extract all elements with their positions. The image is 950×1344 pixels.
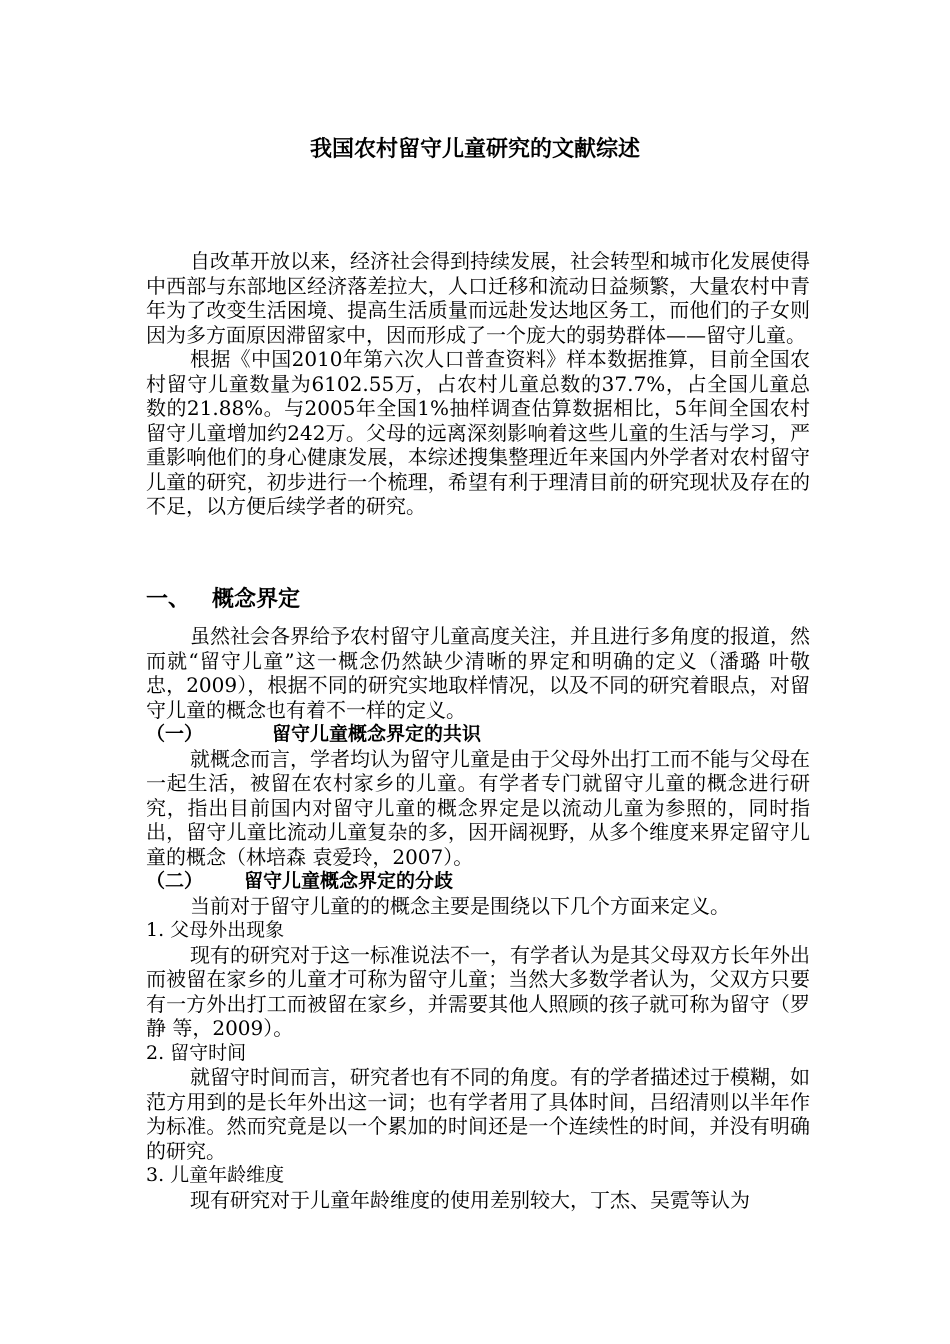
document-title: 我国农村留守儿童研究的文献综述: [309, 136, 640, 162]
subsection-paragraph-consensus: 就概念而言，学者均认为留守儿童是由于父母外出打工而不能与父母在一起生活，被留在农村家乡的儿童。有学者专门就留守儿童的概念进行研究，指出目前国内对留守儿童的概念界定是以流动儿童为参照的，同时指出，留守儿童比流动儿童复杂的多，因开阔视野，从多个维度来界定留守儿童的概念（林培森 袁爱玲，2007）。: [146, 746, 810, 869]
subsection-heading-text: 留守儿童概念界定的分歧: [244, 870, 454, 892]
section-body: [146, 624, 810, 1212]
intro-paragraph-1: 自改革开放以来，经济社会得到持续发展，社会转型和城市化发展使得中西部与东部地区经济落差拉大，人口迁移和流动日益频繁，大量农村中青年为了改变生活困境、提高生活质量而远赴发达地区务工，而他们的子女则因为多方面原因滞留家中，因而形成了一个庞大的弱势群体——留守儿童。: [146, 249, 810, 347]
section-heading-text: 概念界定: [212, 586, 301, 612]
list-item-label: 1. 父母外出现象: [146, 919, 285, 941]
subsection-heading-text: 留守儿童概念界定的共识: [272, 723, 482, 745]
list-item-text: 就留守时间而言，研究者也有不同的角度。有的学者描述过于模糊，如范方用到的是长年外出这一词；也有学者用了具体时间，吕绍清则以半年作为标准。然而究竟是以一个累加的时间还是一个连续性的时间，并没有明确的研究。: [146, 1065, 810, 1163]
list-item-text: 现有的研究对于这一标准说法不一，有学者认为是其父母双方长年外出而被留在家乡的儿童才可称为留守儿童；当然大多数学者认为，父双方只要有一方外出打工而被留在家乡，并需要其他人照顾的孩子就可称为留守（罗静 等，2009）。: [146, 942, 810, 1040]
intro-section: [146, 249, 810, 519]
section-heading: [146, 584, 810, 614]
list-item-label: 3. 儿童年龄维度: [146, 1164, 285, 1186]
list-item-text: 现有研究对于儿童年龄维度的使用差别较大，丁杰、吴霓等认为: [190, 1187, 750, 1212]
intro-paragraph-2: 根据《中国2010年第六次人口普查资料》样本数据推算，目前全国农村留守儿童数量为6102.55万，占农村儿童总数的37.7%，占全国儿童总数的21.88%。与2005年全国1%抽样调查估算数据相比，5年间全国农村留守儿童增加约242万。父母的远离深刻影响着这些儿童的生活与学习，严重影响他们的身心健康发展，本综述搜集整理近年来国内外学者对农村留守儿童的研究，初步进行一个梳理，希望有利于理清目前的研究现状及存在的不足，以方便后续学者的研究。: [146, 347, 810, 518]
subsection-number: （一）: [146, 723, 204, 745]
subsection-number: （二）: [146, 870, 204, 892]
subsection-heading-consensus: [146, 722, 810, 747]
subsection-heading-divergence: [146, 869, 810, 894]
subsection-paragraph-divergence: 当前对于留守儿童的的概念主要是围绕以下几个方面来定义。: [190, 893, 730, 918]
section-concept-definition: [146, 584, 810, 614]
section-paragraph: 虽然社会各界给予农村留守儿童高度关注，并且进行多角度的报道，然而就“留守儿童”这一概念仍然缺少清晰的界定和明确的定义（潘璐 叶敬忠，2009），根据不同的研究实地取样情况，以及不同的研究着眼点，对留守儿童的概念也有着不一样的定义。: [146, 624, 810, 722]
list-item-label: 2. 留守时间: [146, 1041, 247, 1064]
section-number: 一、: [146, 586, 191, 612]
